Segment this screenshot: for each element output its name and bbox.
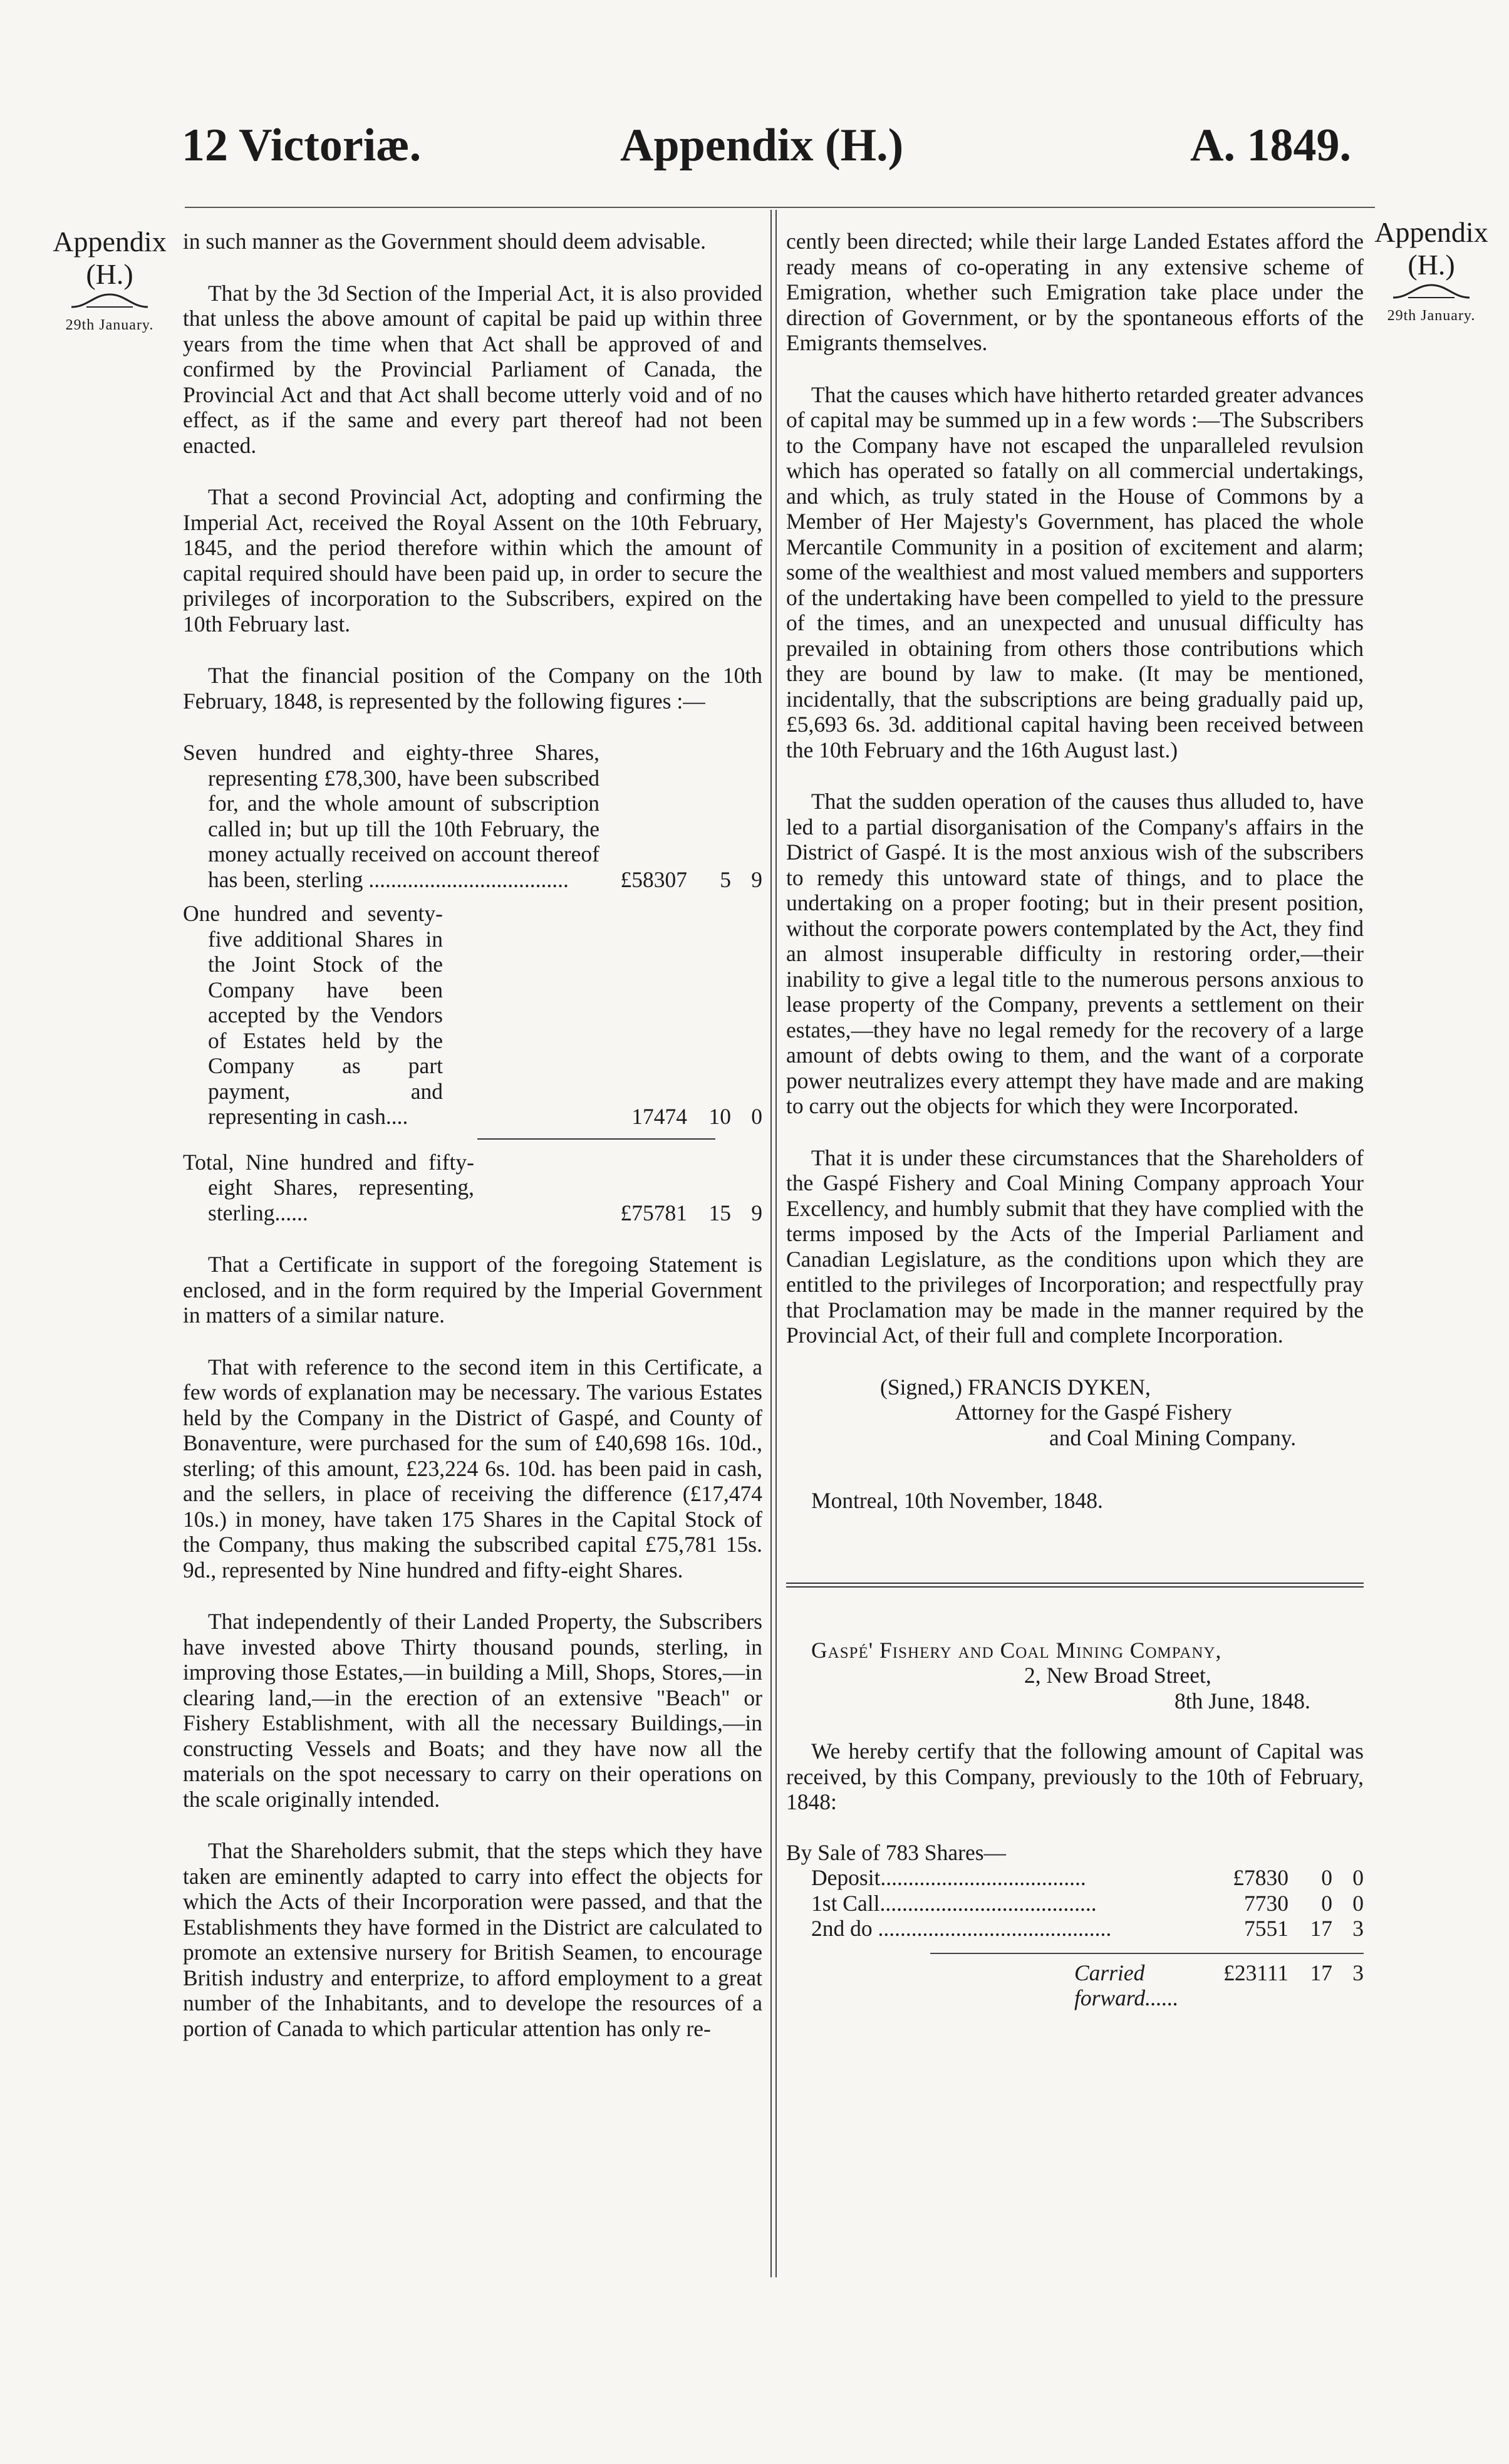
ledger-amount: £75781 <box>620 1200 687 1225</box>
ledger-pence: 0 <box>751 1104 762 1129</box>
ledger-row <box>183 740 762 892</box>
paragraph: That the causes which have hitherto retarded greater advances of capital may be summed up in a few words :—The Subscribers to the Company have not escaped the unparalleled revulsion which has operated so fatally on all commercial undertakings, and which, as truly stated in the House of Commons by a Member of Her Majesty's Government, has placed the whole Mercantile Community in a position of excitement and alarm; some of the wealthiest and most valued members and supporters of the undertaking have been compelled to yield to the pressure of the times, and an unexpected and unusual difficulty has prevailed in obtaining from others those contributions which they are bound by law to make. (It may be mentioned, incidentally, that the subscriptions are being gradually paid up, £5,693 6s. 3d. additional capital having been received between the 10th February and the 16th August last.) <box>786 382 1364 762</box>
carried-label: Carried forward...... <box>1074 1960 1179 2010</box>
shares-row-pence: 3 <box>1352 1916 1364 1941</box>
page-header <box>0 0 1509 188</box>
shares-row-label: 2nd do .......................................... <box>811 1916 1112 1941</box>
paragraph: in such manner as the Government should deem advisable. <box>183 229 707 254</box>
ledger-pence: 9 <box>751 866 762 892</box>
ledger-rule <box>477 1138 715 1140</box>
header-session: 12 Victoriæ. <box>182 120 422 171</box>
shares-row-label: 1st Call....................................... <box>811 1890 1097 1916</box>
shares-row-shillings: 17 <box>1310 1916 1332 1941</box>
shares-row-pence: 0 <box>1352 1890 1364 1916</box>
certificate-paragraph: We hereby certify that the following amount of Capital was received, by this Company, previously to the 10th of February, 1848: <box>786 1739 1364 1814</box>
left-column <box>183 229 762 2067</box>
ledger-text: One hundred and seventy-five additional Shares in the Joint Stock of the Company have been accepted by the Vendors of Estates held by the Company as part payment, and representing in cash.... <box>183 901 443 1129</box>
right-column <box>786 229 1364 2011</box>
paragraph: That independently of their Landed Property, the Subscribers have invested above Thirty thousand pounds, sterling, in improving those Estates,—in building a Mill, Shops, Stores,—in clearing land,—in the erection of an extensive "Beach" or Fishery Establishment, with all the necessary Buildings,—in constructing Vessels and Boats; and they have now all the materials on the spot necessary to carry on their operations on the scale originally intended. <box>183 1609 762 1812</box>
carried-pence: 3 <box>1352 1960 1364 1985</box>
ledger-amount: 17474 <box>631 1104 687 1129</box>
signature-name: (Signed,) FRANCIS DYKEN, <box>880 1374 1151 1400</box>
margin-h-label: (H.) <box>86 258 133 290</box>
flourish-icon <box>1391 281 1472 303</box>
header-appendix: Appendix (H.) <box>620 120 904 171</box>
margin-note-right <box>1369 216 1494 325</box>
margin-h-label: (H.) <box>1408 249 1455 281</box>
certificate-address: 2, New Broad Street, <box>1024 1663 1211 1688</box>
carried-amount: £23111 <box>1223 1960 1289 1985</box>
shares-row-shillings: 0 <box>1321 1865 1332 1890</box>
ledger-row <box>183 901 762 1130</box>
paragraph: That by the 3d Section of the Imperial Act, it is also provided that unless the above amount of capital be paid up within three years from the time when that Act shall be approved of and confirmed by the Provincial Parliament of Canada, the Provincial Act and that Act shall become utterly void and of no effect, as if the same and every part thereof had not been enacted. <box>183 280 762 458</box>
margin-appendix-label: Appendix <box>1374 216 1488 248</box>
paragraph: cently been directed; while their large Landed Estates afford the ready means of co-operating in any extensive scheme of Emigration, whether such Emigration take place under the direction of Government, or by the spontaneous efforts of the Emigrants themselves. <box>786 229 1364 355</box>
ledger-shillings: 15 <box>708 1200 731 1225</box>
dateline: Montreal, 10th November, 1848. <box>811 1488 1103 1513</box>
ledger-pence: 9 <box>751 1200 762 1225</box>
signature-title: Attorney for the Gaspé Fishery <box>955 1400 1232 1425</box>
top-rule <box>185 207 1375 208</box>
ledger-amount: £58307 <box>620 866 687 892</box>
margin-appendix-label: Appendix <box>53 226 167 257</box>
margin-note-left <box>47 226 172 334</box>
ledger-text: Total, Nine hundred and fifty-eight Shares, representing, sterling...... <box>183 1149 474 1225</box>
ledger-text: Seven hundred and eighty-three Shares, representing £78,300, have been subscribed for, and the whole amount of subscription called in; but up till the 10th February, the money actually received on account thereof has been, sterling .................................... <box>183 740 599 892</box>
margin-date: 29th January. <box>65 317 154 333</box>
paragraph: That the sudden operation of the causes thus alluded to, have led to a partial disorganisation of the Company's affairs in the District of Gaspé. It is the most anxious wish of the subscribers to remedy this untoward state of things, and to place the undertaking on a proper footing; but in their present position, without the corporate powers contemplated by the Act, they find an almost insuperable difficulty in restoring order,—their inability to give a legal title to the numerous persons anxious to lease property of the Company, prevents a settlement on their estates,—they have no legal remedy for the recovery of a large amount of debts owing to them, and the want of a corporate power neutralizes every attempt they have made and are making to carry out the objects for which they were Incorporated. <box>786 789 1364 1118</box>
shares-row-label: Deposit..................................... <box>811 1865 1086 1890</box>
shares-row-amount: 7551 <box>1244 1916 1289 1941</box>
ledger-total-row <box>183 1150 762 1226</box>
paragraph: That a second Provincial Act, adopting and confirming the Imperial Act, received the Royal Assent on the 10th February, 1845, and the period therefore within which the amount of capital required should have been paid up, in order to secure the privileges of incorporation to the Subscribers, expired on the 10th February last. <box>183 484 762 637</box>
shares-heading: By Sale of 783 Shares— <box>786 1839 1007 1865</box>
paragraph: That a Certificate in support of the foregoing Statement is enclosed, and in the form required by the Imperial Government in matters of a similar nature. <box>183 1252 762 1328</box>
paragraph: That the Shareholders submit, that the steps which they have taken are eminently adapted to carry into effect the objects for which the Acts of their Incorporation were passed, and that the Establishments they have formed in the District are calculated to promote an extensive nursery for British Seamen, to encourage British industry and enterprize, to afford employment to a great number of the Inhabitants, and to develope the resources of a portion of Canada to which particular attention has only re- <box>183 1838 762 2041</box>
carried-shillings: 17 <box>1310 1960 1332 1985</box>
signature-company: and Coal Mining Company. <box>1049 1425 1297 1450</box>
header-year: A. 1849. <box>1190 120 1351 171</box>
paragraph: That with reference to the second item in this Certificate, a few words of explanation may be necessary. The various Estates held by the Company in the District of Gaspé, and County of Bonaventure, were purchased for the sum of £40,698 16s. 10d., sterling; of this amount, £23,224 6s. 10d. has been paid in cash, and the sellers, in place of receiving the difference (£17,474 10s.) in money, have taken 175 Shares in the Capital Stock of the Company, thus making the subscribed capital £75,781 15s. 9d., represented by Nine hundred and fifty-eight Shares. <box>183 1354 762 1583</box>
paragraph: That the financial position of the Company on the 10th February, 1848, is represented by the following figures :— <box>183 663 762 714</box>
financial-ledger <box>183 740 762 1225</box>
flourish-icon <box>69 291 150 312</box>
certificate-heading: Gaspé' Fishery and Coal Mining Company, <box>811 1637 1222 1663</box>
carried-forward-row <box>930 1953 1364 2011</box>
shares-row-pence: 0 <box>1352 1865 1364 1890</box>
column-divider <box>770 210 777 2277</box>
paragraph: That it is under these circumstances that the Shareholders of the Gaspé Fishery and Coal Mining Company approach Your Excellency, and humbly submit that they have complied with the terms imposed by the Acts of the Imperial Parliament and Canadian Legislature, as the conditions upon which they are entitled to the privileges of Incorporation; and respectfully pray that Proclamation may be made in the manner required by the Provincial Act, of their full and complete Incorporation. <box>786 1145 1364 1348</box>
shares-table <box>786 1865 1364 1942</box>
certificate-date: 8th June, 1848. <box>1175 1688 1310 1713</box>
shares-row <box>786 1916 1364 1942</box>
section-double-rule <box>786 1583 1364 1588</box>
shares-row-amount: 7730 <box>1244 1890 1289 1916</box>
ledger-shillings: 5 <box>720 866 731 892</box>
ledger-shillings: 10 <box>708 1104 731 1129</box>
shares-row <box>786 1891 1364 1916</box>
margin-date: 29th January. <box>1387 308 1476 324</box>
shares-row-shillings: 0 <box>1321 1890 1332 1916</box>
shares-row-amount: £7830 <box>1233 1865 1289 1890</box>
shares-row <box>786 1865 1364 1891</box>
signature-block <box>786 1375 1364 1451</box>
